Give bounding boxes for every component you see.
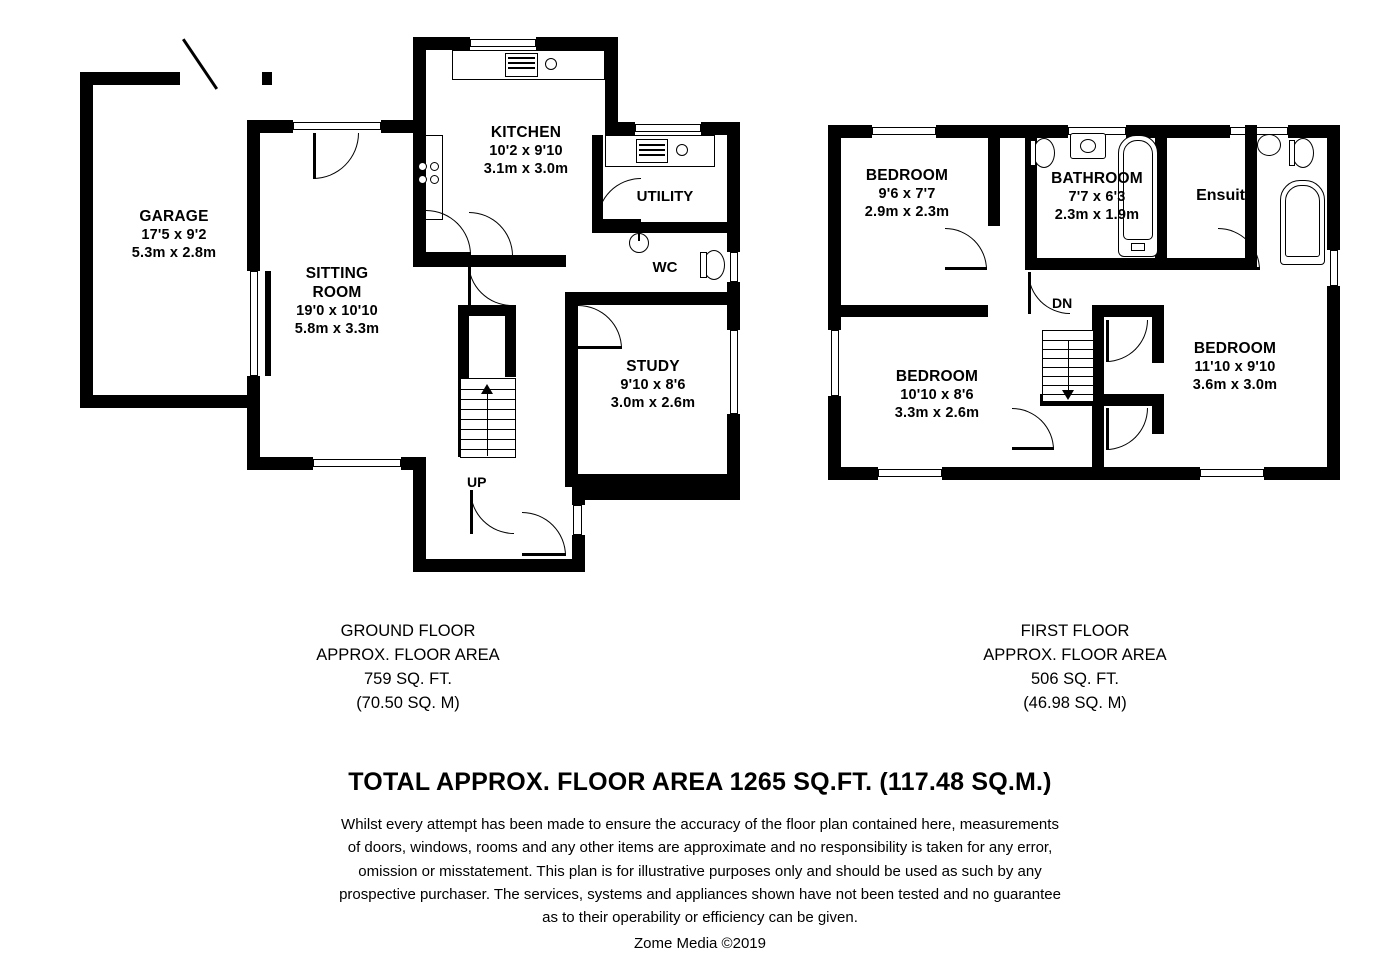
bedroom3-dim-ft: 11'10 x 9'10 — [1194, 358, 1276, 375]
ground-caption-line-2: APPROX. FLOOR AREA — [316, 645, 500, 664]
utility-appliance-line1 — [639, 144, 665, 146]
garage-wall-bottom — [80, 395, 260, 408]
first-floor-plan — [800, 0, 1370, 600]
bedroom2-name: BEDROOM — [895, 368, 979, 385]
study-wall-top — [565, 292, 727, 305]
kitchen-wall-right-upper — [605, 37, 618, 135]
ff-door-bedroom3-lower — [1106, 408, 1148, 450]
garage-door-opening — [180, 70, 272, 87]
bathroom-dim-ft: 7'7 x 6'3 — [1068, 188, 1126, 205]
garage-dim-ft: 17'5 x 9'2 — [141, 226, 207, 243]
room-label-garage — [74, 208, 274, 262]
first-floor-caption — [930, 620, 1220, 716]
ff-door-bedroom1-leaf — [945, 267, 987, 270]
room-label-utility: UTILITY — [636, 188, 694, 205]
ff-window-top-right-frame — [1230, 127, 1288, 135]
kitchen-sink-bowl — [545, 58, 557, 70]
door-hall-sitting-leaf — [468, 262, 471, 306]
ff-door-ensuite-leaf — [1218, 267, 1260, 270]
bedroom2-dim-ft: 10'10 x 8'6 — [900, 386, 974, 403]
sitting-room-dim-m: 5.8m x 3.3m — [294, 320, 380, 337]
disclaimer-line-1: Whilst every attempt has been made to ensure the accuracy of the floor plan contained here, measurements — [341, 816, 1059, 833]
kitchen-dim-m: 3.1m x 3.0m — [483, 160, 569, 177]
ground-caption-line-1: GROUND FLOOR — [340, 622, 476, 640]
door-kitchen — [426, 210, 471, 255]
bedroom3-name: BEDROOM — [1193, 340, 1277, 357]
kitchen-name: KITCHEN — [490, 124, 562, 141]
stair-up-label: UP — [467, 474, 487, 490]
bathroom-dim-m: 2.3m x 1.9m — [1054, 206, 1140, 223]
ff-stair-centre-line — [1068, 340, 1069, 392]
ff-window-bottom-left-frame — [878, 469, 942, 477]
ff-window-bottom-right-frame — [1200, 469, 1264, 477]
disclaimer-line-5: as to their operability or efficiency can be given. — [542, 909, 858, 926]
utility-window-top-frame — [635, 124, 701, 132]
utility-appliance-line3 — [639, 154, 665, 156]
room-label-ensuite: Ensuite — [1196, 187, 1254, 204]
first-caption-line-1: FIRST FLOOR — [1020, 622, 1130, 640]
garage-name: GARAGE — [139, 208, 209, 225]
wc-window-right-frame — [730, 252, 738, 282]
stair-wall-right — [505, 305, 516, 377]
ground-floor-plan — [0, 0, 760, 600]
study-name: STUDY — [626, 358, 680, 375]
door-utility-leaf — [597, 219, 641, 222]
hall-wall-right-lower — [572, 487, 740, 500]
ff-door-bathroom — [1028, 272, 1073, 314]
bathroom-bath-taps — [1131, 243, 1145, 251]
sitting-room-name-2: ROOM — [312, 283, 362, 301]
disclaimer-line-2: of doors, windows, rooms and any other items are approximate and no responsibility is taken for any error, — [347, 839, 1053, 857]
bedroom2-dim-m: 3.3m x 2.6m — [894, 404, 980, 421]
kitchen-hob-line1 — [508, 57, 535, 59]
disclaimer — [0, 813, 1400, 929]
ff-stair-dn-label: DN — [1052, 295, 1073, 311]
bathroom-toilet — [1033, 138, 1055, 168]
ensuite-shower-inner — [1285, 185, 1320, 257]
front-door-frame — [573, 505, 582, 535]
hall-wall-left — [413, 457, 426, 572]
ff-stair-down-arrow — [1062, 390, 1074, 400]
disclaimer-line-3: omission or misstatement. This plan is for illustrative purposes only and should be used as such by any — [358, 862, 1042, 880]
first-caption-line-2: APPROX. FLOOR AREA — [983, 645, 1167, 664]
utility-wc-partition — [592, 222, 728, 233]
credit: Zome Media ©2019 — [634, 935, 766, 952]
ff-window-left-frame — [831, 330, 839, 396]
sitting-room-dim-ft: 19'0 x 10'10 — [296, 302, 378, 319]
door-hall-to-sitting — [468, 262, 512, 306]
bedroom1-dim-m: 2.9m x 2.3m — [864, 203, 950, 220]
bedroom3-dim-m: 3.6m x 3.0m — [1192, 376, 1278, 393]
bathroom-name: BATHROOM — [1051, 170, 1143, 187]
bedroom1-dim-ft: 9'6 x 7'7 — [878, 185, 936, 202]
ground-floor-caption — [263, 620, 553, 716]
ff-door-bedroom1 — [945, 228, 987, 270]
ff-wall-right — [1327, 125, 1340, 480]
bathroom-cistern — [1030, 140, 1036, 166]
door-garage-leaf — [313, 133, 316, 179]
sitting-window-top-frame — [293, 122, 381, 130]
kitchen-window-top-frame — [470, 39, 536, 47]
utility-appliance-line2 — [639, 149, 665, 151]
room-label-bedroom-1 — [812, 167, 1002, 221]
garage-door-jamb-right — [262, 72, 272, 85]
room-label-kitchen — [426, 124, 626, 178]
house-wall-right — [727, 122, 740, 487]
door-porch-inner-leaf — [470, 490, 473, 534]
study-dim-ft: 9'10 x 8'6 — [620, 376, 686, 393]
wc-basin-tap — [638, 233, 640, 241]
total-floor-area: TOTAL APPROX. FLOOR AREA 1265 SQ.FT. (117.48 SQ.M.) — [348, 768, 1052, 796]
stair-centre-line — [487, 392, 488, 456]
ff-door-bedroom2-leaf — [1012, 447, 1054, 450]
porch-wall-bottom — [413, 559, 585, 572]
first-caption-line-4: (46.98 SQ. M) — [1023, 693, 1127, 712]
sitting-window-bottom-frame — [313, 459, 401, 467]
utility-sink-bowl — [676, 144, 688, 156]
door-study — [578, 305, 622, 349]
ff-window-right-frame — [1330, 250, 1338, 286]
ground-caption-line-4: (70.50 SQ. M) — [356, 693, 460, 712]
bedroom1-name: BEDROOM — [865, 167, 949, 184]
door-garage-to-hall — [313, 133, 359, 179]
ff-door-bedroom3-lower-leaf — [1106, 408, 1109, 450]
door-porch-outer — [522, 512, 566, 556]
room-label-study — [553, 358, 753, 412]
ff-partition-bedroom1-bottom — [828, 305, 988, 317]
ff-door-bedroom3-leaf — [1106, 320, 1109, 362]
stair-up-arrow — [481, 384, 493, 394]
utility-appliance — [636, 139, 668, 163]
door-kitchen-leaf — [426, 252, 471, 255]
ensuite-toilet — [1292, 138, 1314, 168]
ensuite-cistern — [1289, 140, 1295, 166]
door-porch-inner — [470, 490, 514, 534]
ff-window-top-left-frame — [872, 127, 936, 135]
kitchen-dim-ft: 10'2 x 9'10 — [489, 142, 563, 159]
room-label-sitting-room — [237, 265, 437, 338]
room-label-bathroom — [1002, 170, 1192, 224]
door-study-leaf — [578, 346, 622, 349]
ff-door-bathroom-leaf — [1028, 272, 1031, 314]
ff-partition-bathroom-bottom — [1025, 258, 1167, 270]
ground-caption-line-3: 759 SQ. FT. — [363, 669, 453, 688]
door-porch-outer-leaf — [522, 553, 566, 556]
house-wall-bottom-right — [565, 474, 740, 487]
kitchen-hob-line2 — [508, 62, 535, 64]
ff-partition-bedroom3-right-vert — [1152, 394, 1164, 434]
room-label-bedroom-3 — [1140, 340, 1330, 394]
room-label-bedroom-2 — [842, 368, 1032, 422]
garage-dim-m: 5.3m x 2.8m — [131, 244, 217, 261]
room-label-wc: WC — [652, 259, 678, 276]
study-dim-m: 3.0m x 2.6m — [610, 394, 696, 411]
ff-partition-bedroom3-vert2 — [1092, 394, 1104, 480]
first-caption-line-3: 506 SQ. FT. — [1030, 669, 1120, 688]
bathroom-basin-bowl — [1080, 139, 1096, 153]
sitting-room-name-1: SITTING — [305, 265, 369, 282]
door-sitting-to-kitchen — [469, 212, 513, 256]
ensuite-basin — [1257, 134, 1281, 156]
kitchen-hob-line3 — [508, 67, 535, 69]
disclaimer-line-4: prospective purchaser. The services, systems and appliances shown have not been tested and no guarantee — [339, 885, 1061, 903]
